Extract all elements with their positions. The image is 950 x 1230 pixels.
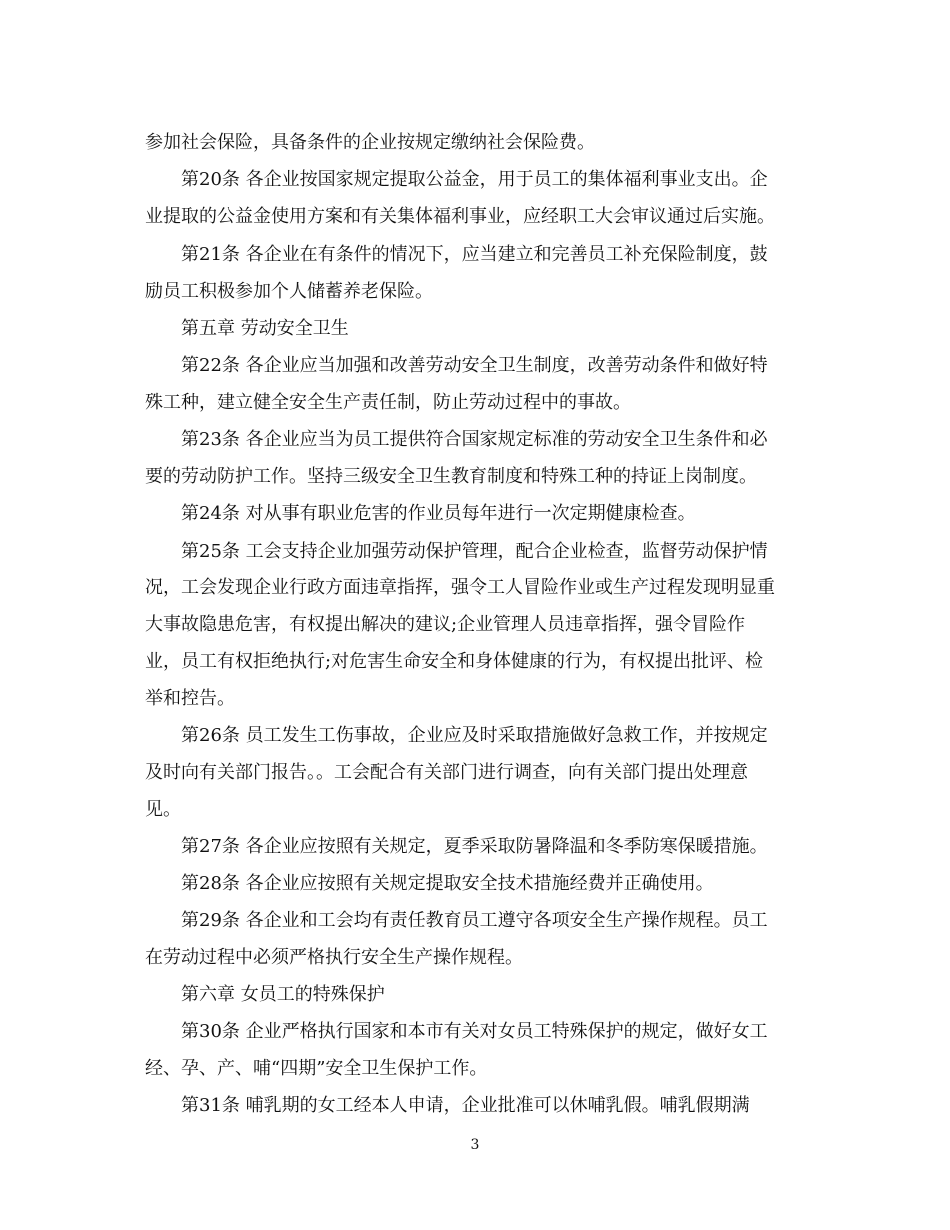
- text-line: 第30条 企业严格执行国家和本市有关对女员工特殊保护的规定，做好女工: [181, 1021, 768, 1042]
- text-line: 参加社会保险，具备条件的企业按规定缴纳社会保险费。: [145, 132, 595, 153]
- text-line: 第26条 员工发生工伤事故，企业应及时采取措施做好急救工作，并按规定: [181, 725, 768, 746]
- text-line: 第27条 各企业应按照有关规定，夏季采取防暑降温和冬季防寒保暖措施。: [181, 836, 768, 857]
- text-line: 第21条 各企业在有条件的情况下，应当建立和完善员工补充保险制度，鼓: [181, 244, 768, 265]
- text-line: 第29条 各企业和工会均有责任教育员工遵守各项安全生产操作规程。员工: [181, 910, 768, 931]
- text-line: 第24条 对从事有职业危害的作业员每年进行一次定期健康检查。: [181, 503, 696, 524]
- text-line: 殊工种，建立健全安全生产责任制，防止劳动过程中的事故。: [145, 392, 631, 413]
- text-line: 第31条 哺乳期的女工经本人申请，企业批准可以休哺乳假。哺乳假期满: [181, 1095, 750, 1116]
- text-line: 业提取的公益金使用方案和有关集体福利事业，应经职工大会审议通过后实施。: [145, 206, 775, 227]
- text-line: 经、孕、产、哺“四期”安全卫生保护工作。: [145, 1058, 488, 1079]
- text-line: 第20条 各企业按国家规定提取公益金，用于员工的集体福利事业支出。企: [181, 169, 768, 190]
- page-number: 3: [470, 1137, 480, 1153]
- text-line: 励员工积极参加个人储蓄养老保险。: [145, 281, 433, 302]
- chapter-heading: 第六章 女员工的特殊保护: [181, 984, 385, 1005]
- text-line: 第22条 各企业应当加强和改善劳动安全卫生制度，改善劳动条件和做好特: [181, 355, 768, 376]
- text-line: 见。: [145, 799, 181, 820]
- text-line: 第23条 各企业应当为员工提供符合国家规定标准的劳动安全卫生条件和必: [181, 429, 768, 450]
- text-line: 业，员工有权拒绝执行;对危害生命安全和身体健康的行为，有权提出批评、检: [145, 651, 764, 672]
- text-line: 大事故隐患危害，有权提出解决的建议;企业管理人员违章指挥，强令冒险作: [145, 614, 746, 635]
- text-line: 况，工会发现企业行政方面违章指挥，强令工人冒险作业或生产过程发现明显重: [145, 577, 775, 598]
- text-line: 在劳动过程中必须严格执行安全生产操作规程。: [145, 947, 523, 968]
- text-line: 及时向有关部门报告。。工会配合有关部门进行调查，向有关部门提出处理意: [145, 762, 748, 783]
- text-line: 举和控告。: [145, 688, 235, 709]
- chapter-heading: 第五章 劳动安全卫生: [181, 318, 349, 339]
- text-line: 第25条 工会支持企业加强劳动保护管理，配合企业检查，监督劳动保护情: [181, 541, 768, 562]
- text-line: 第28条 各企业应按照有关规定提取安全技术措施经费并正确使用。: [181, 873, 714, 894]
- text-line: 要的劳动防护工作。坚持三级安全卫生教育制度和特殊工种的持证上岗制度。: [145, 466, 757, 487]
